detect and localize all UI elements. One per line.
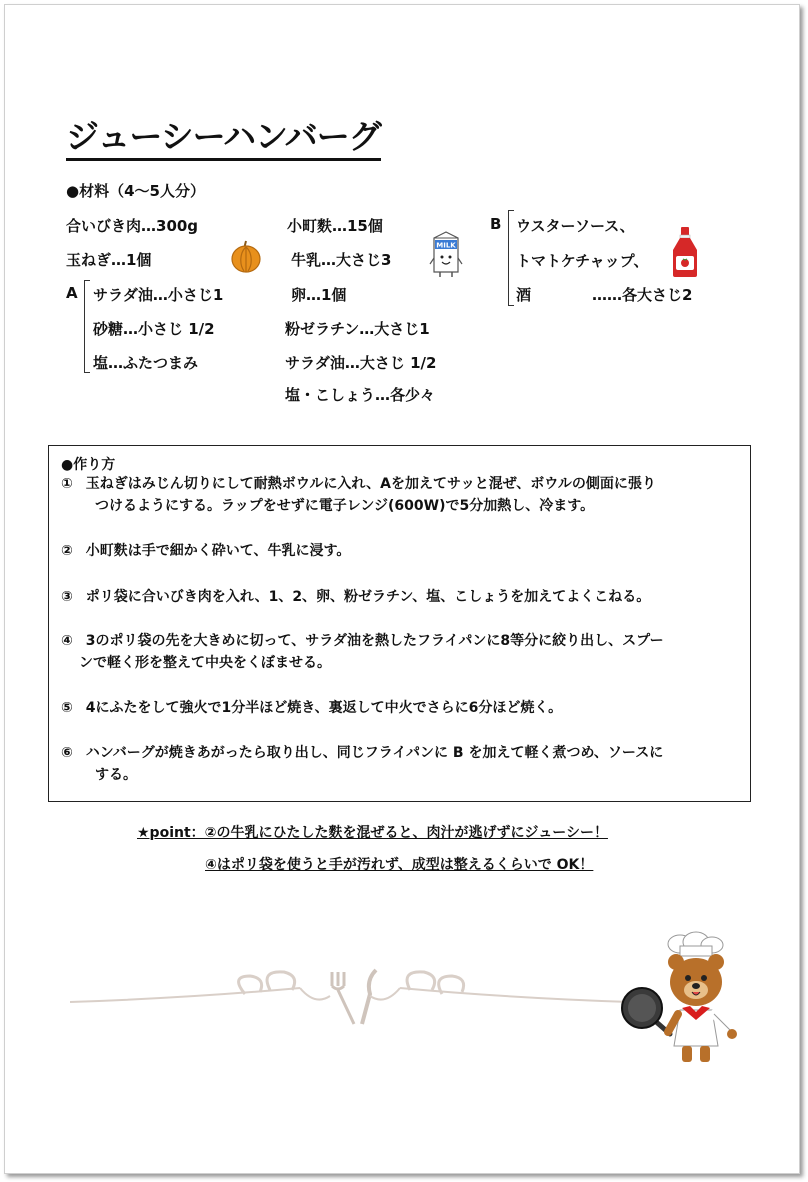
step-6-number: ⑥ bbox=[61, 745, 73, 761]
step-2 bbox=[61, 540, 350, 562]
step-2-number: ② bbox=[61, 543, 73, 559]
step-3 bbox=[61, 586, 650, 608]
step-6 bbox=[61, 742, 663, 764]
onion-icon bbox=[228, 238, 264, 274]
ingredient-b-ketchup: トマトケチャップ、 bbox=[516, 252, 649, 270]
step-4-line-1: 3のポリ袋の先を大きめに切って、サラダ油を熱したフライパンに8等分に絞り出し、スプー bbox=[85, 633, 664, 649]
ingredient-b-sake: 酒 bbox=[516, 286, 532, 304]
chef-hat-icon bbox=[668, 932, 723, 956]
step-1 bbox=[61, 473, 656, 495]
ingredient-b-worcester: ウスターソース、 bbox=[516, 217, 635, 235]
bear-chef-illustration bbox=[618, 928, 750, 1070]
fork-icon bbox=[332, 972, 354, 1024]
ketchup-icon bbox=[670, 226, 700, 278]
milk-label: MILK bbox=[436, 241, 456, 250]
group-a-bracket bbox=[84, 280, 90, 373]
point-line-1: ★point：②の牛乳にひたした麩を混ぜると、肉汁が逃げずにジューシー！ bbox=[137, 825, 608, 841]
ingredient-a-oil: サラダ油…小さじ1 bbox=[93, 286, 224, 304]
ingredients-heading: ●材料（4～5人分） bbox=[66, 182, 205, 200]
step-4-line-2: ンで軽く形を整えて中央をくぼませる。 bbox=[79, 655, 331, 671]
ingredient-onion: 玉ねぎ…1個 bbox=[66, 251, 152, 269]
ingredient-egg: 卵…1個 bbox=[291, 286, 347, 304]
frying-pan-icon bbox=[622, 988, 670, 1034]
milk-carton-icon bbox=[428, 228, 464, 278]
step-1-number: ① bbox=[61, 476, 73, 492]
step-6-line-2: する。 bbox=[95, 767, 137, 783]
ingredient-a-salt: 塩…ふたつまみ bbox=[93, 354, 199, 372]
knife-icon bbox=[362, 970, 376, 1024]
group-b-bracket bbox=[508, 210, 514, 306]
recipe-title: ジューシーハンバーグ bbox=[66, 118, 381, 161]
step-6-line-1: ハンバーグが焼きあがったら取り出し、同じフライパンに B を加えて軽く煮つめ、ソースに bbox=[85, 745, 664, 761]
step-4 bbox=[61, 630, 664, 652]
method-box bbox=[48, 445, 751, 802]
step-1-line-2: つけるようにする。ラップをせずに電子レンジ(600W)で5分加熱し、冷ます。 bbox=[95, 498, 595, 514]
ingredient-fu: 小町麩…15個 bbox=[287, 217, 383, 235]
step-2-line-1: 小町麩は手で細かく砕いて、牛乳に浸す。 bbox=[85, 543, 351, 559]
step-1-line-1: 玉ねぎはみじん切りにして耐熱ボウルに入れ、Aを加えてサッと混ぜ、ボウルの側面に張り bbox=[85, 476, 656, 492]
ingredient-ground-meat: 合いびき肉…300g bbox=[66, 217, 199, 235]
ingredient-b-amount: ……各大さじ2 bbox=[592, 286, 693, 304]
method-heading: ●作り方 bbox=[61, 457, 116, 473]
step-3-line-1: ポリ袋に合いびき肉を入れ、1、2、卵、粉ゼラチン、塩、こしょうを加えてよくこねる。 bbox=[85, 589, 651, 605]
step-5-line-1: 4にふたをして強火で1分半ほど焼き、裏返して中火でさらに6分ほど焼く。 bbox=[85, 700, 563, 716]
ingredient-gelatin: 粉ゼラチン…大さじ1 bbox=[285, 320, 430, 338]
step-3-number: ③ bbox=[61, 589, 73, 605]
ornament-divider bbox=[70, 966, 630, 1032]
ingredient-a-sugar: 砂糖…小さじ 1/2 bbox=[93, 320, 215, 338]
point-line-2: ④はポリ袋を使うと手が汚れず、成型は整えるくらいで OK！ bbox=[205, 857, 594, 873]
step-5 bbox=[61, 697, 562, 719]
ingredient-salt-pepper: 塩・こしょう…各少々 bbox=[285, 386, 436, 404]
step-5-number: ⑤ bbox=[61, 700, 73, 716]
group-b-label: B bbox=[490, 215, 502, 233]
ingredient-milk: 牛乳…大さじ3 bbox=[291, 251, 392, 269]
group-a-label: A bbox=[66, 284, 78, 302]
ingredient-oil: サラダ油…大さじ 1/2 bbox=[285, 354, 437, 372]
step-4-number: ④ bbox=[61, 633, 73, 649]
